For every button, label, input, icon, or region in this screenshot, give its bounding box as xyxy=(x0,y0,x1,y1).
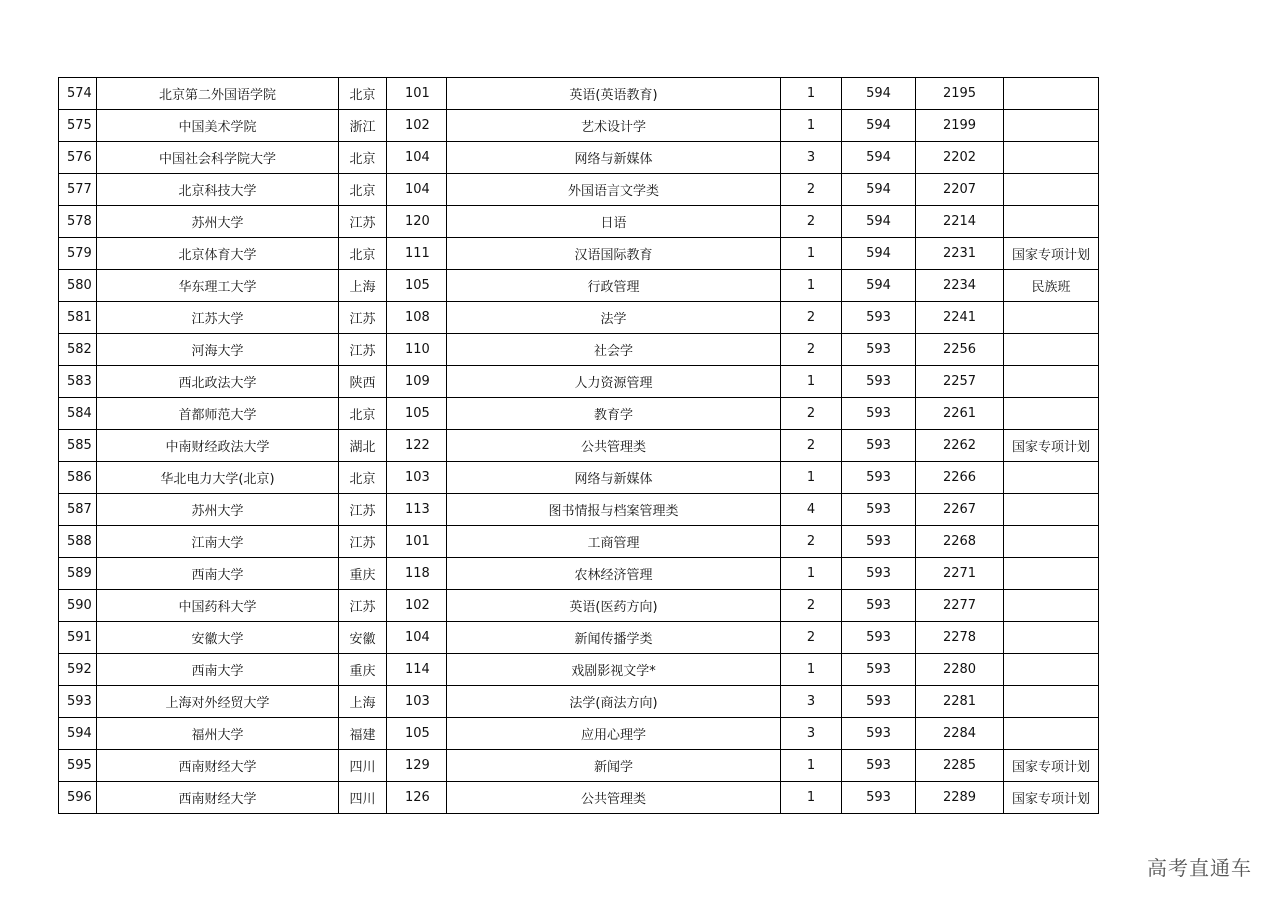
cell-major-code: 102 xyxy=(387,110,447,142)
cell-note xyxy=(1004,462,1099,494)
cell-rank: 596 xyxy=(59,782,97,814)
cell-major: 艺术设计学 xyxy=(447,110,781,142)
cell-rank-position: 2289 xyxy=(916,782,1004,814)
cell-plan-count: 2 xyxy=(781,622,842,654)
cell-min-score: 593 xyxy=(842,590,916,622)
cell-note xyxy=(1004,142,1099,174)
cell-rank: 580 xyxy=(59,270,97,302)
cell-rank-position: 2231 xyxy=(916,238,1004,270)
cell-school: 西南大学 xyxy=(97,654,339,686)
cell-major: 法学 xyxy=(447,302,781,334)
cell-rank-position: 2241 xyxy=(916,302,1004,334)
cell-region: 重庆 xyxy=(339,654,387,686)
cell-rank: 576 xyxy=(59,142,97,174)
cell-major-code: 108 xyxy=(387,302,447,334)
admissions-table xyxy=(58,77,1099,814)
cell-major: 汉语国际教育 xyxy=(447,238,781,270)
cell-school: 中国美术学院 xyxy=(97,110,339,142)
cell-major: 法学(商法方向) xyxy=(447,686,781,718)
cell-min-score: 593 xyxy=(842,750,916,782)
cell-rank-position: 2271 xyxy=(916,558,1004,590)
table-row xyxy=(59,558,1099,590)
cell-region: 四川 xyxy=(339,782,387,814)
cell-plan-count: 1 xyxy=(781,654,842,686)
cell-major-code: 101 xyxy=(387,526,447,558)
cell-school: 首都师范大学 xyxy=(97,398,339,430)
cell-school: 北京第二外国语学院 xyxy=(97,78,339,110)
table-row xyxy=(59,142,1099,174)
cell-rank-position: 2207 xyxy=(916,174,1004,206)
cell-rank-position: 2261 xyxy=(916,398,1004,430)
cell-note: 国家专项计划 xyxy=(1004,430,1099,462)
cell-plan-count: 3 xyxy=(781,718,842,750)
cell-note xyxy=(1004,334,1099,366)
cell-note xyxy=(1004,366,1099,398)
cell-rank-position: 2268 xyxy=(916,526,1004,558)
cell-min-score: 594 xyxy=(842,78,916,110)
cell-school: 苏州大学 xyxy=(97,206,339,238)
cell-rank-position: 2256 xyxy=(916,334,1004,366)
cell-note: 民族班 xyxy=(1004,270,1099,302)
cell-plan-count: 2 xyxy=(781,398,842,430)
cell-school: 北京体育大学 xyxy=(97,238,339,270)
cell-region: 四川 xyxy=(339,750,387,782)
cell-major: 农林经济管理 xyxy=(447,558,781,590)
cell-plan-count: 3 xyxy=(781,142,842,174)
cell-major: 英语(英语教育) xyxy=(447,78,781,110)
cell-major: 教育学 xyxy=(447,398,781,430)
cell-rank: 594 xyxy=(59,718,97,750)
cell-region: 北京 xyxy=(339,398,387,430)
cell-region: 北京 xyxy=(339,78,387,110)
table-row xyxy=(59,302,1099,334)
cell-plan-count: 2 xyxy=(781,590,842,622)
cell-major: 公共管理类 xyxy=(447,782,781,814)
cell-rank-position: 2284 xyxy=(916,718,1004,750)
cell-major: 网络与新媒体 xyxy=(447,142,781,174)
table-body xyxy=(59,78,1099,814)
cell-rank-position: 2281 xyxy=(916,686,1004,718)
table-row xyxy=(59,174,1099,206)
cell-min-score: 593 xyxy=(842,462,916,494)
cell-major-code: 111 xyxy=(387,238,447,270)
cell-major-code: 110 xyxy=(387,334,447,366)
cell-school: 中国药科大学 xyxy=(97,590,339,622)
cell-rank: 589 xyxy=(59,558,97,590)
cell-rank: 587 xyxy=(59,494,97,526)
admissions-table-container xyxy=(58,77,1099,814)
cell-plan-count: 1 xyxy=(781,270,842,302)
cell-min-score: 594 xyxy=(842,238,916,270)
cell-rank-position: 2266 xyxy=(916,462,1004,494)
cell-region: 上海 xyxy=(339,270,387,302)
cell-rank: 588 xyxy=(59,526,97,558)
cell-rank: 582 xyxy=(59,334,97,366)
cell-major: 新闻学 xyxy=(447,750,781,782)
cell-school: 中国社会科学院大学 xyxy=(97,142,339,174)
cell-region: 江苏 xyxy=(339,302,387,334)
cell-note: 国家专项计划 xyxy=(1004,782,1099,814)
cell-min-score: 594 xyxy=(842,110,916,142)
cell-major: 社会学 xyxy=(447,334,781,366)
cell-major: 戏剧影视文学* xyxy=(447,654,781,686)
cell-major-code: 103 xyxy=(387,686,447,718)
cell-note xyxy=(1004,110,1099,142)
cell-rank: 586 xyxy=(59,462,97,494)
table-row xyxy=(59,78,1099,110)
cell-school: 华东理工大学 xyxy=(97,270,339,302)
cell-major-code: 105 xyxy=(387,270,447,302)
cell-note xyxy=(1004,78,1099,110)
cell-plan-count: 1 xyxy=(781,782,842,814)
cell-major: 英语(医药方向) xyxy=(447,590,781,622)
cell-major-code: 101 xyxy=(387,78,447,110)
cell-region: 北京 xyxy=(339,142,387,174)
cell-rank: 579 xyxy=(59,238,97,270)
cell-min-score: 593 xyxy=(842,430,916,462)
cell-rank-position: 2214 xyxy=(916,206,1004,238)
cell-school: 西南大学 xyxy=(97,558,339,590)
cell-plan-count: 2 xyxy=(781,334,842,366)
cell-rank-position: 2277 xyxy=(916,590,1004,622)
cell-note: 国家专项计划 xyxy=(1004,238,1099,270)
cell-major-code: 105 xyxy=(387,398,447,430)
cell-note xyxy=(1004,398,1099,430)
table-row xyxy=(59,782,1099,814)
cell-min-score: 593 xyxy=(842,686,916,718)
cell-plan-count: 2 xyxy=(781,174,842,206)
cell-note xyxy=(1004,494,1099,526)
cell-major-code: 129 xyxy=(387,750,447,782)
table-row xyxy=(59,206,1099,238)
cell-plan-count: 1 xyxy=(781,238,842,270)
cell-region: 北京 xyxy=(339,462,387,494)
cell-rank: 590 xyxy=(59,590,97,622)
cell-min-score: 593 xyxy=(842,302,916,334)
cell-region: 江苏 xyxy=(339,206,387,238)
cell-plan-count: 1 xyxy=(781,110,842,142)
cell-min-score: 594 xyxy=(842,206,916,238)
cell-rank: 578 xyxy=(59,206,97,238)
cell-major: 日语 xyxy=(447,206,781,238)
cell-note xyxy=(1004,718,1099,750)
cell-min-score: 594 xyxy=(842,174,916,206)
cell-note xyxy=(1004,302,1099,334)
table-row xyxy=(59,238,1099,270)
cell-plan-count: 2 xyxy=(781,206,842,238)
table-row xyxy=(59,366,1099,398)
cell-note xyxy=(1004,654,1099,686)
cell-rank-position: 2257 xyxy=(916,366,1004,398)
table-row xyxy=(59,622,1099,654)
cell-region: 福建 xyxy=(339,718,387,750)
cell-min-score: 593 xyxy=(842,494,916,526)
cell-min-score: 593 xyxy=(842,334,916,366)
cell-rank: 591 xyxy=(59,622,97,654)
cell-note xyxy=(1004,526,1099,558)
cell-region: 安徽 xyxy=(339,622,387,654)
cell-major: 外国语言文学类 xyxy=(447,174,781,206)
cell-major-code: 118 xyxy=(387,558,447,590)
cell-rank: 585 xyxy=(59,430,97,462)
cell-school: 北京科技大学 xyxy=(97,174,339,206)
cell-school: 中南财经政法大学 xyxy=(97,430,339,462)
cell-min-score: 593 xyxy=(842,366,916,398)
table-row xyxy=(59,334,1099,366)
cell-major-code: 104 xyxy=(387,142,447,174)
cell-rank-position: 2199 xyxy=(916,110,1004,142)
cell-major-code: 105 xyxy=(387,718,447,750)
cell-major: 网络与新媒体 xyxy=(447,462,781,494)
cell-plan-count: 4 xyxy=(781,494,842,526)
cell-plan-count: 2 xyxy=(781,302,842,334)
cell-min-score: 594 xyxy=(842,270,916,302)
cell-school: 西北政法大学 xyxy=(97,366,339,398)
cell-plan-count: 2 xyxy=(781,526,842,558)
table-row xyxy=(59,430,1099,462)
cell-major-code: 103 xyxy=(387,462,447,494)
table-row xyxy=(59,718,1099,750)
cell-rank-position: 2278 xyxy=(916,622,1004,654)
cell-rank-position: 2234 xyxy=(916,270,1004,302)
watermark: 高考直通车 xyxy=(1147,856,1252,880)
cell-note xyxy=(1004,558,1099,590)
cell-school: 江南大学 xyxy=(97,526,339,558)
cell-region: 江苏 xyxy=(339,526,387,558)
cell-major-code: 104 xyxy=(387,622,447,654)
cell-note xyxy=(1004,622,1099,654)
cell-major: 工商管理 xyxy=(447,526,781,558)
cell-major: 人力资源管理 xyxy=(447,366,781,398)
cell-major: 新闻传播学类 xyxy=(447,622,781,654)
cell-plan-count: 1 xyxy=(781,750,842,782)
cell-major: 公共管理类 xyxy=(447,430,781,462)
cell-rank-position: 2285 xyxy=(916,750,1004,782)
cell-region: 湖北 xyxy=(339,430,387,462)
cell-plan-count: 3 xyxy=(781,686,842,718)
cell-school: 苏州大学 xyxy=(97,494,339,526)
cell-note xyxy=(1004,174,1099,206)
cell-major-code: 104 xyxy=(387,174,447,206)
cell-plan-count: 1 xyxy=(781,558,842,590)
cell-school: 上海对外经贸大学 xyxy=(97,686,339,718)
cell-rank: 593 xyxy=(59,686,97,718)
cell-rank: 581 xyxy=(59,302,97,334)
table-row xyxy=(59,494,1099,526)
cell-rank-position: 2280 xyxy=(916,654,1004,686)
table-row xyxy=(59,110,1099,142)
table-row xyxy=(59,462,1099,494)
cell-note xyxy=(1004,686,1099,718)
cell-region: 江苏 xyxy=(339,590,387,622)
cell-major-code: 109 xyxy=(387,366,447,398)
cell-region: 重庆 xyxy=(339,558,387,590)
cell-major: 图书情报与档案管理类 xyxy=(447,494,781,526)
cell-school: 江苏大学 xyxy=(97,302,339,334)
cell-min-score: 593 xyxy=(842,782,916,814)
cell-region: 上海 xyxy=(339,686,387,718)
cell-rank: 574 xyxy=(59,78,97,110)
cell-major-code: 102 xyxy=(387,590,447,622)
cell-region: 江苏 xyxy=(339,494,387,526)
cell-region: 浙江 xyxy=(339,110,387,142)
cell-major-code: 113 xyxy=(387,494,447,526)
cell-region: 北京 xyxy=(339,174,387,206)
table-row xyxy=(59,686,1099,718)
table-row xyxy=(59,398,1099,430)
table-row xyxy=(59,654,1099,686)
cell-region: 北京 xyxy=(339,238,387,270)
cell-school: 安徽大学 xyxy=(97,622,339,654)
cell-rank-position: 2267 xyxy=(916,494,1004,526)
cell-rank-position: 2195 xyxy=(916,78,1004,110)
cell-min-score: 593 xyxy=(842,558,916,590)
cell-rank: 575 xyxy=(59,110,97,142)
cell-rank: 595 xyxy=(59,750,97,782)
cell-min-score: 593 xyxy=(842,398,916,430)
cell-rank: 592 xyxy=(59,654,97,686)
cell-min-score: 593 xyxy=(842,526,916,558)
cell-major-code: 122 xyxy=(387,430,447,462)
cell-school: 西南财经大学 xyxy=(97,750,339,782)
cell-min-score: 593 xyxy=(842,622,916,654)
cell-school: 华北电力大学(北京) xyxy=(97,462,339,494)
table-row xyxy=(59,750,1099,782)
cell-plan-count: 1 xyxy=(781,366,842,398)
cell-rank: 583 xyxy=(59,366,97,398)
cell-note xyxy=(1004,590,1099,622)
cell-plan-count: 1 xyxy=(781,78,842,110)
cell-rank: 584 xyxy=(59,398,97,430)
cell-rank: 577 xyxy=(59,174,97,206)
cell-plan-count: 1 xyxy=(781,462,842,494)
cell-plan-count: 2 xyxy=(781,430,842,462)
cell-major-code: 126 xyxy=(387,782,447,814)
cell-rank-position: 2262 xyxy=(916,430,1004,462)
table-row xyxy=(59,270,1099,302)
cell-rank-position: 2202 xyxy=(916,142,1004,174)
table-row xyxy=(59,526,1099,558)
cell-region: 陕西 xyxy=(339,366,387,398)
cell-school: 河海大学 xyxy=(97,334,339,366)
cell-note xyxy=(1004,206,1099,238)
cell-region: 江苏 xyxy=(339,334,387,366)
cell-school: 福州大学 xyxy=(97,718,339,750)
cell-major-code: 114 xyxy=(387,654,447,686)
cell-min-score: 594 xyxy=(842,142,916,174)
table-row xyxy=(59,590,1099,622)
cell-school: 西南财经大学 xyxy=(97,782,339,814)
cell-min-score: 593 xyxy=(842,654,916,686)
cell-major: 应用心理学 xyxy=(447,718,781,750)
cell-min-score: 593 xyxy=(842,718,916,750)
cell-major-code: 120 xyxy=(387,206,447,238)
cell-major: 行政管理 xyxy=(447,270,781,302)
cell-note: 国家专项计划 xyxy=(1004,750,1099,782)
